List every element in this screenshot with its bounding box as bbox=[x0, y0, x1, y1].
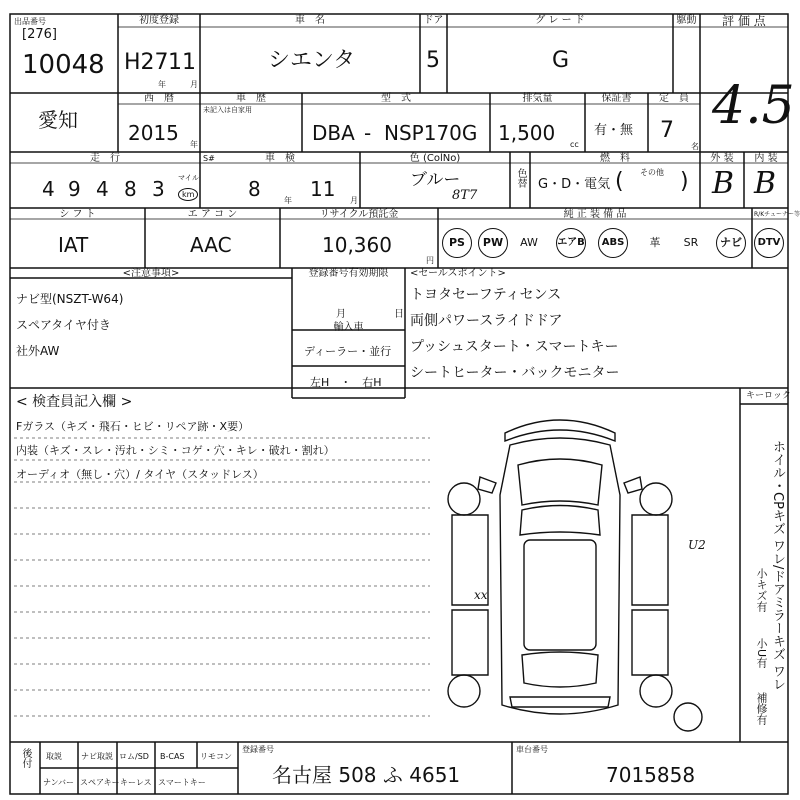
sales-point-4: シートヒーター・バックモニター bbox=[410, 365, 620, 381]
import-label: 輸入車 bbox=[333, 322, 364, 333]
fuel-other: その他 bbox=[640, 168, 664, 177]
fuel-label: 燃 料 bbox=[600, 153, 630, 164]
inspection-year-unit: 年 bbox=[284, 196, 292, 205]
mileage-label: 走 行 bbox=[90, 153, 120, 164]
shift-label: シ フ ト bbox=[59, 209, 96, 220]
western-year-unit: 年 bbox=[190, 140, 198, 149]
reg-expiry-month: 月 bbox=[336, 309, 346, 320]
capacity: 7 bbox=[660, 118, 674, 143]
car-name: シエンタ bbox=[268, 48, 356, 73]
warranty: 有・無 bbox=[594, 123, 634, 138]
sales-point-2: 両側パワースライドドア bbox=[410, 313, 563, 329]
sales-point-3: プッシュスタート・スマートキー bbox=[410, 339, 619, 355]
recycle-label: リサイクル預託金 bbox=[319, 209, 399, 220]
equipment-label: 純 正 装 備 品 bbox=[563, 209, 627, 220]
drive-label: 駆動 bbox=[676, 15, 697, 26]
s-label: S# bbox=[203, 154, 215, 163]
inspector-line-2: 内装（キズ・スレ・汚れ・シミ・コゲ・穴・キレ・破れ・割れ） bbox=[16, 444, 335, 457]
interior-label: 内 装 bbox=[754, 153, 778, 164]
mileage-digit-4: 8 bbox=[124, 177, 137, 201]
equip-aw: AW bbox=[520, 236, 538, 249]
lot-label: 出品番号 bbox=[14, 17, 46, 26]
equip-ps: PS bbox=[442, 228, 472, 258]
color-label: 色 (ColNo) bbox=[409, 153, 461, 164]
sales-label: <セールスポイント> bbox=[410, 268, 506, 279]
chassis-number: 7015858 bbox=[606, 763, 696, 787]
first-reg-value: H27 bbox=[124, 50, 169, 75]
doors-value: 5 bbox=[426, 48, 440, 73]
history-label: 車 歴 bbox=[236, 93, 266, 104]
capacity-label: 定 員 bbox=[659, 93, 689, 104]
score-value: 4.5 bbox=[712, 76, 795, 136]
diagram-mark-xx: xx bbox=[474, 588, 488, 602]
wheel-note-2: 小U有 bbox=[755, 638, 768, 669]
aircon-label: エ ア コ ン bbox=[187, 209, 238, 220]
attach-item-rom-sd: ロム/SD bbox=[119, 752, 149, 761]
mileage-digit-1: 4 bbox=[42, 177, 56, 201]
doors-label: ドア bbox=[423, 15, 444, 26]
shift-value: IAT bbox=[58, 233, 89, 257]
wheel-note-vertical: ホイル・CPキズ ワレ/ドアミラーキズ ワレ bbox=[770, 440, 785, 691]
chassis-label: 車台番号 bbox=[516, 745, 548, 754]
tuner-label: R/Kチューナー等 bbox=[754, 211, 800, 218]
displacement: 1,500 bbox=[498, 121, 556, 145]
model-label: 型 式 bbox=[381, 93, 411, 104]
lot-sub: [276] bbox=[22, 27, 57, 42]
mileage-digit-2: 9 bbox=[68, 177, 81, 201]
fuel-paren-open: ( bbox=[615, 169, 624, 194]
inspector-line-1: Fガラス（キズ・飛石・ヒビ・リペア跡・X要） bbox=[16, 420, 250, 433]
first-reg-month-unit: 月 bbox=[190, 80, 198, 89]
caution-label: <注意事項> bbox=[122, 268, 180, 279]
attach-item-keyless: キーレス bbox=[120, 778, 152, 787]
reg-expiry-label: 登録番号有効期限 bbox=[308, 268, 389, 279]
plate-number: 名古屋 508 ふ 4651 bbox=[272, 763, 461, 787]
equip-sunroof: SR bbox=[683, 236, 699, 249]
reg-expiry-day: 日 bbox=[394, 309, 404, 320]
diagram-mark-u2: U2 bbox=[688, 538, 706, 552]
attach-item-navi-manual: ナビ取説 bbox=[81, 752, 113, 761]
attach-item-bcas: B-CAS bbox=[160, 752, 185, 761]
handle-label: 左H ・ 右H bbox=[310, 376, 382, 389]
plate-label: 登録番号 bbox=[242, 745, 274, 754]
attach-item-spare-key: スペアキー bbox=[80, 778, 120, 787]
caution-item-2: スペアタイヤ付き bbox=[16, 318, 111, 332]
exterior-label: 外 装 bbox=[710, 153, 734, 164]
dealer-label: ディーラー・並行 bbox=[304, 345, 392, 358]
repaint-label: 色替 bbox=[515, 168, 526, 188]
model-prefix: DBA bbox=[312, 121, 355, 145]
capacity-unit: 名 bbox=[691, 142, 699, 151]
equip-airbag: エアB bbox=[556, 228, 586, 258]
attach-label: 後付 bbox=[20, 748, 31, 768]
displacement-label: 排気量 bbox=[522, 93, 553, 104]
mile-label: マイル bbox=[178, 174, 199, 182]
equip-abs: ABS bbox=[598, 228, 628, 258]
grade-label: グ レ ー ド bbox=[535, 15, 585, 26]
wheel-note-1: 小キズ有 bbox=[755, 568, 768, 612]
first-reg-month: 11 bbox=[168, 50, 196, 75]
first-reg-label: 初度登録 bbox=[139, 15, 179, 26]
region: 愛知 bbox=[38, 108, 78, 132]
inspection-year: 8 bbox=[248, 177, 261, 201]
equip-leather: 革 bbox=[649, 236, 661, 249]
color-code: 8T7 bbox=[452, 188, 478, 203]
western-year: 2015 bbox=[128, 121, 179, 145]
equip-navi: ナビ bbox=[716, 228, 746, 258]
cc-unit: cc bbox=[570, 140, 579, 149]
caution-item-3: 社外AW bbox=[16, 344, 60, 358]
history-note: 未記入は自家用 bbox=[203, 106, 252, 114]
western-year-label: 西 暦 bbox=[144, 93, 174, 104]
fuel-value: G・D・電気 bbox=[538, 177, 611, 192]
lot-number: 10048 bbox=[22, 50, 105, 80]
car-diagram bbox=[440, 405, 740, 745]
mileage-digit-5: 3 bbox=[152, 177, 165, 201]
recycle-value: 10,360 bbox=[322, 233, 392, 257]
exterior-grade: B bbox=[712, 166, 735, 201]
color-value: ブルー bbox=[410, 170, 461, 190]
interior-grade: B bbox=[754, 166, 777, 201]
km-label: km bbox=[178, 188, 198, 201]
car-name-label: 車 名 bbox=[295, 15, 325, 26]
inspection-month: 11 bbox=[310, 177, 336, 201]
keylock-label: キーロック bbox=[746, 391, 791, 401]
inspector-title: < 検査員記入欄 > bbox=[16, 394, 133, 410]
attach-item-manual: 取説 bbox=[46, 752, 62, 761]
caution-item-1: ナビ型(NSZT-W64) bbox=[16, 292, 124, 306]
inspector-line-3: オーディオ（無し・穴）/ タイヤ（スタッドレス） bbox=[16, 468, 264, 481]
warranty-label: 保証書 bbox=[601, 93, 632, 104]
fuel-paren-close: ) bbox=[680, 169, 689, 194]
equip-pw: PW bbox=[478, 228, 508, 258]
model-code: NSP170G bbox=[384, 121, 478, 145]
mileage-digit-3: 4 bbox=[96, 177, 109, 201]
sales-point-1: トヨタセーフティセンス bbox=[410, 287, 562, 303]
equip-dtv: DTV bbox=[754, 228, 784, 258]
inspection-month-unit: 月 bbox=[350, 196, 358, 205]
attach-item-plate: ナンバー bbox=[43, 778, 75, 787]
score-label: 評 価 点 bbox=[722, 14, 766, 28]
attach-item-smart-key: スマートキー bbox=[158, 778, 206, 787]
yen-unit: 円 bbox=[426, 256, 434, 265]
aircon-value: AAC bbox=[190, 233, 232, 257]
wheel-note-3: 補修有 bbox=[755, 692, 768, 725]
attach-item-remote: リモコン bbox=[200, 752, 232, 761]
model-dash: - bbox=[364, 121, 372, 145]
inspection-label: 車 検 bbox=[265, 153, 295, 164]
first-reg-year-unit: 年 bbox=[158, 80, 166, 89]
grade-value: G bbox=[552, 48, 570, 73]
